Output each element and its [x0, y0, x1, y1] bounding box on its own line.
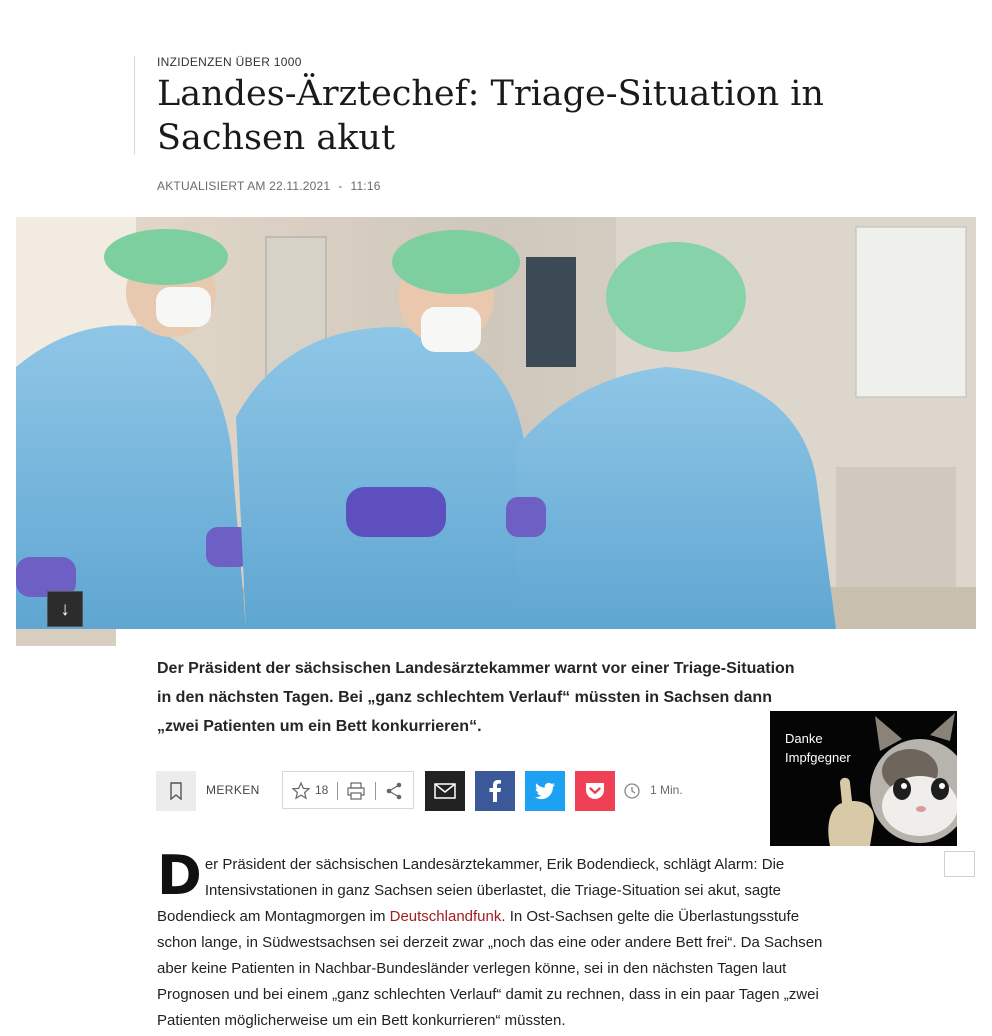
photo-bottom-strip [16, 629, 116, 646]
article-date: AKTUALISIERT AM 22.11.2021 [157, 179, 331, 193]
meme-caption: Danke Impfgegner [785, 731, 851, 765]
twitter-icon [525, 771, 565, 811]
merken-button[interactable] [156, 771, 196, 811]
print-icon[interactable] [346, 781, 366, 801]
deutschlandfunk-link[interactable]: Deutschlandfunk [389, 908, 502, 925]
read-time: 1 Min. [650, 783, 683, 797]
article-kicker: INZIDENZEN ÜBER 1000 [157, 55, 302, 69]
photo-illustration [16, 217, 976, 629]
ad-placeholder-box[interactable] [944, 851, 975, 877]
email-share-button[interactable] [425, 771, 465, 811]
pocket-share-button[interactable] [575, 771, 615, 811]
tools-divider [375, 782, 376, 800]
star-count: 18 [315, 783, 329, 797]
clock-icon [623, 782, 641, 800]
header-divider [134, 56, 135, 154]
pocket-icon [575, 771, 615, 811]
email-icon [425, 771, 465, 811]
body-text-rest: . In Ost-Sachsen gelte die Überlastungsstufe schon lange, in Südwestsachsen sei derzeit zwar „noch das eine oder andere Bett frei“. Da Sachsen aber keine Patienten in Nachbar-Bundesländer verlegen könne, sei in den nächsten Tagen laut Prognosen und bei einem „ganz schlechten Verlauf“ damit zu rechnen, dass in ein paar Tagen „zwei Patienten möglicherweise um ein Bett konkurrieren“ müssten. [157, 908, 823, 1029]
bookmark-icon [156, 771, 196, 811]
article-dateline [157, 179, 381, 193]
article-dropcap: D [157, 844, 202, 907]
article-body [157, 844, 837, 1034]
article-tools [282, 771, 414, 809]
star-icon[interactable] [291, 781, 311, 801]
share-icon[interactable] [384, 781, 404, 801]
article-time: 11:16 [350, 179, 381, 193]
facebook-share-button[interactable] [475, 771, 515, 811]
twitter-share-button[interactable] [525, 771, 565, 811]
article-lead: Der Präsident der sächsischen Landesärztekammer warnt vor einer Triage-Situation in den nächsten Tagen. Bei „ganz schlechtem Verlauf“ müssten in Sachsen dann „zwei Patienten um ein Bett konkurrieren“. [157, 660, 795, 735]
meme-image [770, 711, 957, 846]
merken-label[interactable]: MERKEN [206, 783, 260, 797]
body-text-start: er Präsident der sächsischen Landesärztekammer, Erik Bodendieck, schlägt Alarm: Die Intensivstationen in ganz Sachsen seien überlastet, die Triage-Situation sei akut, sagte Bodendieck am Montagmorgen im [157, 856, 785, 925]
article-headline: Landes-Ärztechef: Triage-Situation in Sachsen akut [157, 74, 824, 158]
date-separator: - [338, 179, 343, 193]
tools-divider [337, 782, 338, 800]
article-photo [16, 217, 976, 629]
arrow-down-icon: ↓ [60, 599, 70, 620]
facebook-icon [475, 771, 515, 811]
scroll-down-button[interactable] [47, 591, 83, 627]
